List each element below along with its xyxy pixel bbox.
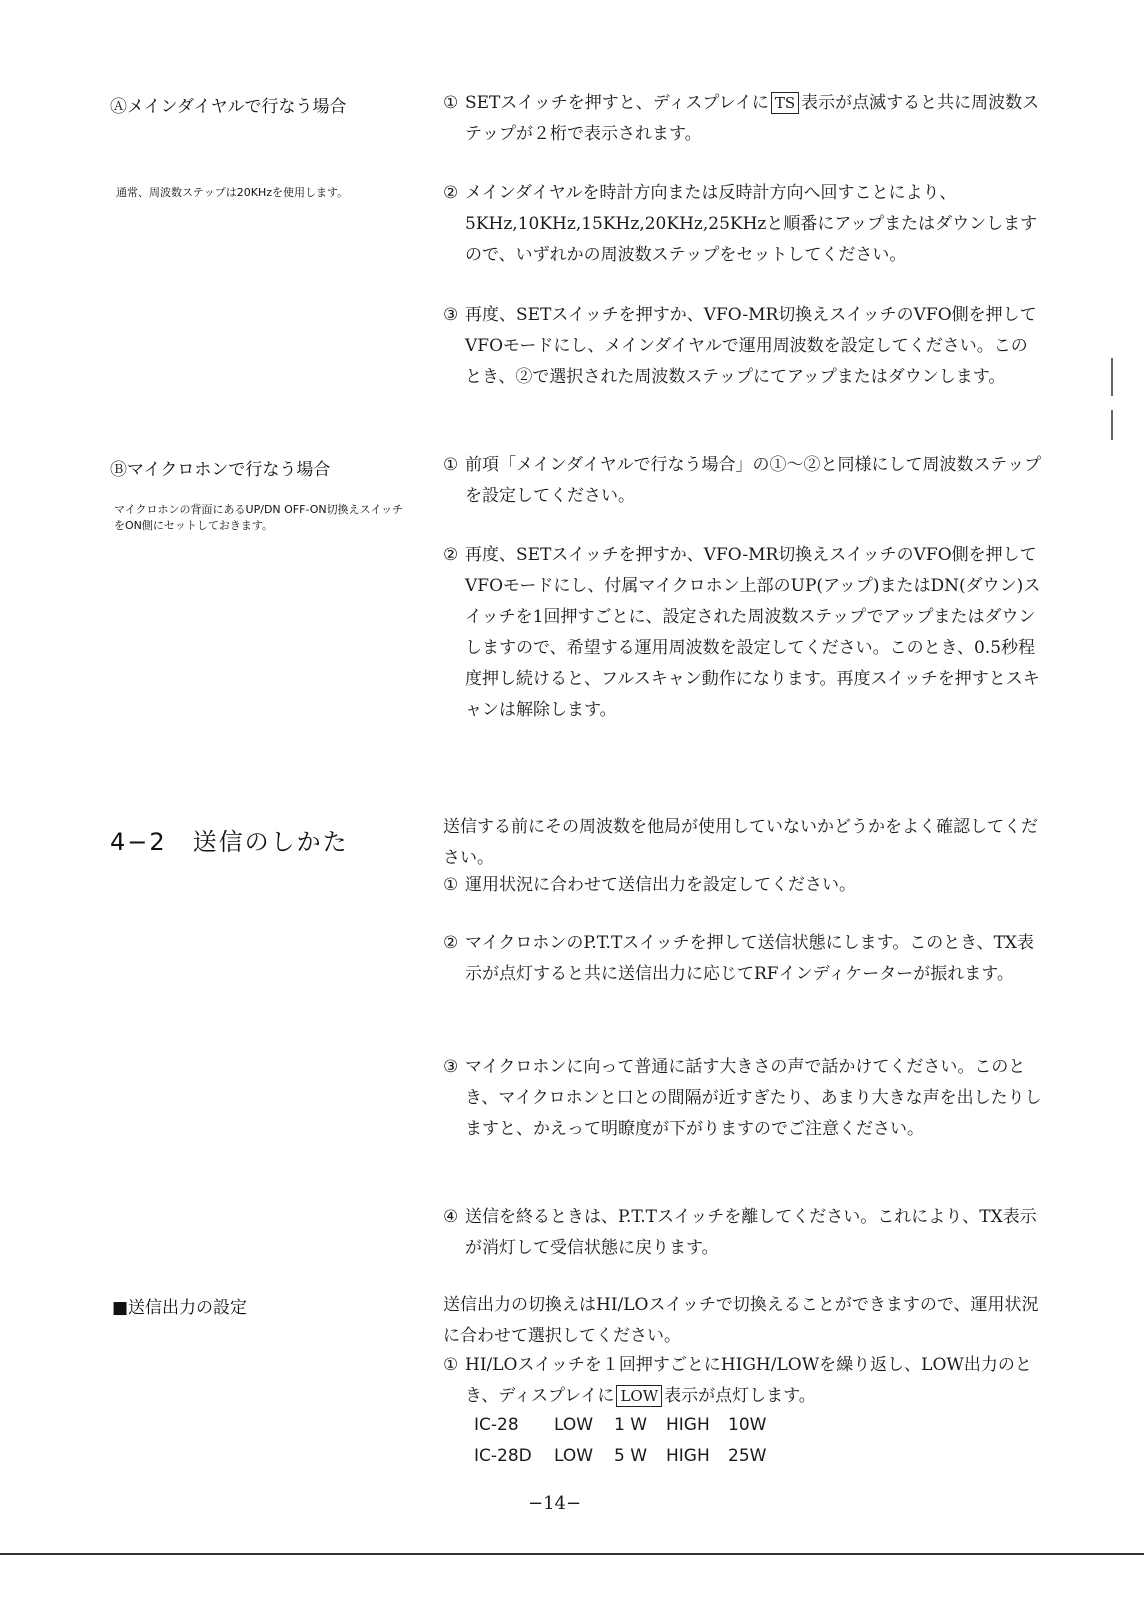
scan-edge-mark — [1111, 410, 1113, 440]
high-value: 25W — [728, 1446, 767, 1466]
ts-indicator-box: TS — [771, 92, 799, 114]
low-label: LOW — [554, 1446, 594, 1466]
power-heading: ■送信出力の設定 — [112, 1298, 248, 1318]
step-text: SETスイッチを押すと、ディスプレイに — [465, 93, 769, 113]
power-step1 — [443, 1350, 1043, 1412]
section-a-step3 — [443, 300, 1043, 393]
power-intro: 送信出力の切換えはHI/LOスイッチで切換えることができますので、運用状況に合わせて選択してください。 — [443, 1295, 1039, 1346]
power-spec-row — [474, 1441, 874, 1472]
step-text: メインダイヤルを時計方向または反時計方向へ回すことにより、5KHz,10KHz,15KHz,20KHz,25KHzと順番にアップまたはダウンしますので、いずれかの周波数ステップをセットしてください。 — [465, 183, 1038, 265]
step-marker: ① — [443, 1355, 459, 1375]
power-spec-row — [474, 1410, 874, 1441]
page-number: −14− — [528, 1493, 582, 1514]
section-4-2-heading: 4−2 送信のしかた — [110, 828, 349, 856]
section-a-step2 — [443, 178, 1043, 271]
model-name: IC-28D — [474, 1446, 532, 1466]
low-label: LOW — [554, 1415, 594, 1435]
bottom-rule — [0, 1553, 1144, 1555]
step-marker: ② — [443, 183, 459, 203]
high-label: HIGH — [666, 1446, 710, 1466]
step-marker: ④ — [443, 1207, 459, 1227]
section-4-2-step1 — [443, 870, 1043, 901]
section-b-step1 — [443, 450, 1043, 512]
section-b-heading: Ⓑマイクロホンで行なう場合 — [110, 460, 331, 480]
high-label: HIGH — [666, 1415, 710, 1435]
step-text: HI/LOスイッチを１回押すごとにHIGH/LOWを繰り返し、LOW出力のとき、ディスプレイに — [465, 1355, 1032, 1406]
step-marker: ③ — [443, 305, 459, 325]
model-name: IC-28 — [474, 1415, 519, 1435]
step-marker: ① — [443, 93, 459, 113]
step-text: 前項「メインダイヤルで行なう場合」の①〜②と同様にして周波数ステップを設定してください。 — [465, 455, 1042, 506]
section-4-2-intro: 送信する前にその周波数を他局が使用していないかどうかをよく確認してください。 — [443, 817, 1038, 868]
step-text: 表示が点灯します。 — [664, 1386, 816, 1406]
section-a-step1 — [443, 88, 1043, 150]
step-text: 再度、SETスイッチを押すか、VFO-MR切換えスイッチのVFO側を押してVFOモードにし、付属マイクロホン上部のUP(アップ)またはDN(ダウン)スイッチを1回押すごとに、設定された周波数ステップでアップまたはダウンしますので、希望する運用周波数を設定してください。このとき、0.5秒程度押し続けると、フルスキャン動作になります。再度スイッチを押すとスキャンは解除します。 — [465, 545, 1041, 720]
section-b-step2 — [443, 540, 1043, 726]
section-4-2-step4 — [443, 1202, 1043, 1264]
step-marker: ② — [443, 933, 459, 953]
section-a-heading: Ⓐメインダイヤルで行なう場合 — [110, 97, 347, 117]
section-4-2-step2 — [443, 928, 1043, 990]
low-indicator-box: LOW — [616, 1385, 662, 1407]
high-value: 10W — [728, 1415, 767, 1435]
step-text: マイクロホンのP.T.Tスイッチを押して送信状態にします。このとき、TX表示が点灯すると共に送信出力に応じてRFインディケーターが振れます。 — [465, 933, 1035, 984]
low-value: 1 W — [614, 1415, 648, 1435]
step-text: 表示が点滅すると共に周波数ステップが２桁で表示されます。 — [465, 93, 1040, 144]
low-value: 5 W — [614, 1446, 648, 1466]
section-4-2-step3 — [443, 1052, 1043, 1145]
step-text: 運用状況に合わせて送信出力を設定してください。 — [465, 875, 856, 895]
step-marker: ③ — [443, 1057, 459, 1077]
step-text: 送信を終るときは、P.T.Tスイッチを離してください。これにより、TX表示が消灯して受信状態に戻ります。 — [465, 1207, 1037, 1258]
step-marker: ① — [443, 455, 459, 475]
step-text: マイクロホンに向って普通に話す大きさの声で話かけてください。このとき、マイクロホンと口との間隔が近すぎたり、あまり大きな声を出したりしますと、かえって明瞭度が下がりますのでご注意ください。 — [465, 1057, 1042, 1139]
step-text: 再度、SETスイッチを押すか、VFO-MR切換えスイッチのVFO側を押してVFOモードにし、メインダイヤルで運用周波数を設定してください。このとき、②で選択された周波数ステップにてアップまたはダウンします。 — [465, 305, 1037, 387]
section-a-note: 通常、周波数ステップは20KHzを使用します。 — [116, 186, 349, 199]
step-marker: ① — [443, 875, 459, 895]
scan-edge-mark — [1111, 358, 1113, 396]
section-b-note: マイクロホンの背面にあるUP/DN OFF-ON切換えスイッチをON側にセットしておきます。 — [114, 503, 404, 532]
step-marker: ② — [443, 545, 459, 565]
